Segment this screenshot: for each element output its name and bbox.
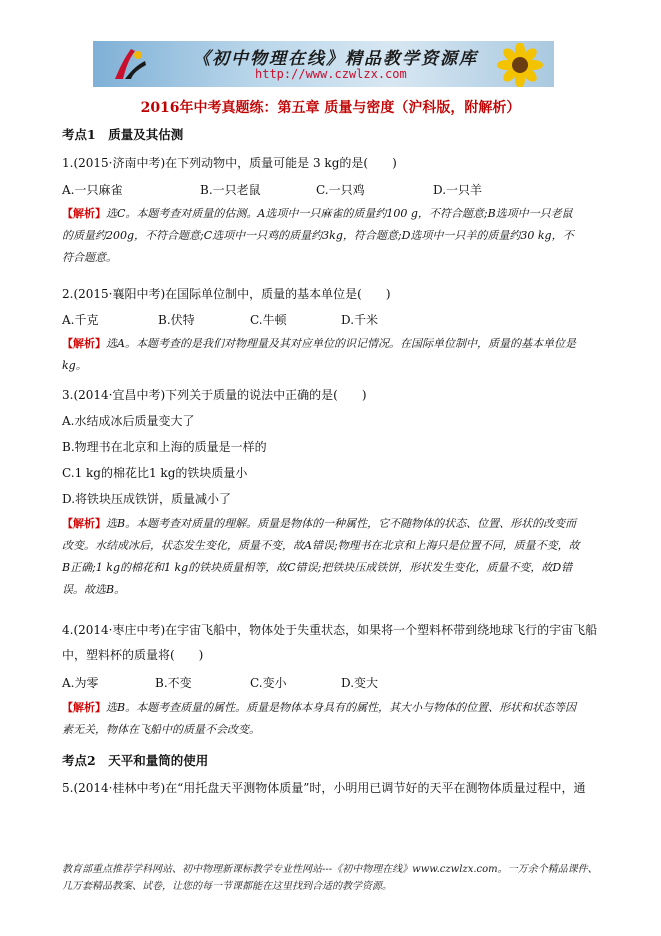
page-footer: 教育部重点推荐学科网站、初中物理新课标教学专业性网站---《初中物理在线》www.czwlzx.com。一万余个精品课件、几万套精品教案、试卷，让您的每一节课都能在这里找到合适的教学资源。 (62, 864, 598, 892)
page-title: 2016年中考真题练：第五章 质量与密度（沪科版，附解析） (140, 100, 521, 116)
q2-option-c: C.牛顿 (250, 313, 287, 327)
q2-option-b: B.伏特 (158, 313, 195, 327)
q1-option-b: B.一只老鼠 (200, 183, 261, 197)
q4-option-b: B.不变 (155, 676, 192, 690)
site-logo-icon (111, 45, 149, 83)
question-5-stem: 5.(2014·桂林中考)在“用托盘天平测物体质量”时，小明用已调节好的天平在测物体质量过程中，通 (62, 781, 586, 795)
q2-analysis (62, 333, 582, 377)
q2-option-d: D.千米 (341, 313, 379, 327)
question-4-stem-line-1: 4.(2014·枣庄中考)在宇宙飞船中，物体处于失重状态，如果将一个塑料杯带到绕地球飞行的宇宙飞船 (62, 623, 598, 637)
q3-analysis (62, 513, 582, 601)
q1-option-c: C.一只鸡 (316, 183, 365, 197)
analysis-text: 选A。本题考查的是我们对物理量及其对应单位的识记情况。在国际单位制中，质量的基本单位是kg。 (62, 337, 576, 372)
section-heading-1: 考点1 质量及其估测 (62, 127, 184, 142)
analysis-tag: 【解析】 (62, 701, 106, 714)
q4-option-d: D.变大 (341, 676, 379, 690)
q4-option-a: A.为零 (62, 676, 99, 690)
analysis-text: 选B。本题考查质量的属性。质量是物体本身具有的属性，其大小与物体的位置、形状和状态等因素无关，物体在飞船中的质量不会改变。 (62, 701, 577, 736)
question-4-stem-line-2: 中，塑料杯的质量将( ) (62, 648, 204, 662)
q4-option-c: C.变小 (250, 676, 287, 690)
q3-option-d: D.将铁块压成铁饼，质量减小了 (62, 492, 232, 506)
q3-option-b: B.物理书在北京和上海的质量是一样的 (62, 440, 267, 454)
sunflower-icon (490, 43, 550, 87)
section-heading-2: 考点2 天平和量筒的使用 (62, 753, 209, 768)
analysis-text: 选B。本题考查对质量的理解。质量是物体的一种属性，它不随物体的状态、位置、形状的改变而改变。水结成冰后，状态发生变化，质量不变，故A错误;物理书在北京和上海只是位置不同，质量不变，故B正确;1 kg的棉花和1 kg的铁块质量相等，故C错误;把铁块压成铁饼，形状发生变化，质量不变，故D错误。故选B。 (62, 517, 580, 596)
q1-option-d: D.一只羊 (433, 183, 483, 197)
q1-analysis (62, 203, 582, 269)
analysis-tag: 【解析】 (62, 517, 106, 530)
analysis-tag: 【解析】 (62, 337, 106, 350)
question-2-stem: 2.(2015·襄阳中考)在国际单位制中，质量的基本单位是( ) (62, 287, 391, 301)
analysis-tag: 【解析】 (62, 207, 106, 220)
header-banner (93, 41, 554, 87)
q3-option-a: A.水结成冰后质量变大了 (62, 414, 195, 428)
question-3-stem: 3.(2014·宜昌中考)下列关于质量的说法中正确的是( ) (62, 388, 367, 402)
q3-option-c: C.1 kg的棉花比1 kg的铁块质量小 (62, 466, 248, 480)
analysis-text: 选C。本题考查对质量的估测。A选项中一只麻雀的质量约100 g，不符合题意;B选项中一只老鼠的质量约200g，不符合题意;C选项中一只鸡的质量约3kg，符合题意;D选项中一只羊的质量约30 kg，不符合题意。 (62, 207, 574, 264)
banner-url[interactable]: http://www.czwlzx.com (255, 67, 407, 81)
banner-title: 《初中物理在线》精品教学资源库 (193, 49, 478, 69)
q4-analysis (62, 697, 582, 741)
q2-option-a: A.千克 (62, 313, 99, 327)
question-1-stem: 1.(2015·济南中考)在下列动物中，质量可能是 3 kg的是( ) (62, 156, 397, 170)
q1-option-a: A.一只麻雀 (62, 183, 123, 197)
